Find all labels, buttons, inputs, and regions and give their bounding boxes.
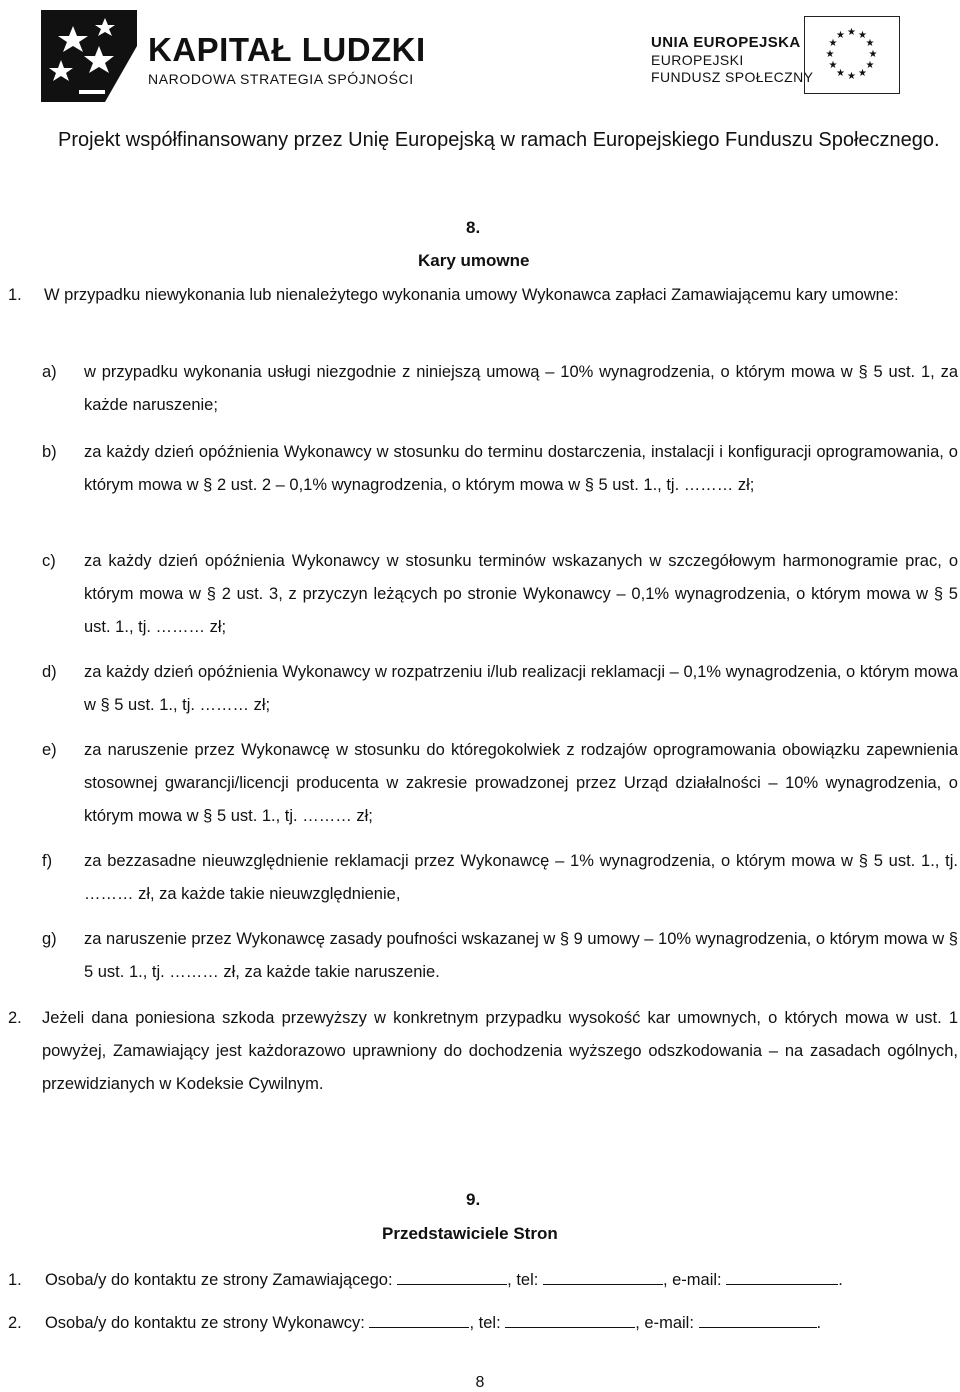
item-g-label: g) <box>42 930 57 948</box>
section8-p1-text: W przypadku niewykonania lub nienależytego wykonania umowy Wykonawca zapłaci Zamawiającemu kary umowne: <box>44 286 899 304</box>
svg-text:★: ★ <box>868 49 878 60</box>
contact-row2-tel-label: , tel: <box>469 1314 501 1332</box>
contact-row1-name-field[interactable] <box>397 1283 507 1285</box>
item-c-label: c) <box>42 552 56 570</box>
item-d-text: za każdy dzień opóźnienia Wykonawcy w rozpatrzeniu i/lub realizacji reklamacji – 0,1% wynagrodzenia, o którym mowa w § 5 ust. 1., tj. ……… zł; <box>84 663 958 714</box>
item-a-text: w przypadku wykonania usługi niezgodnie z niniejszą umową – 10% wynagrodzenia, o którym mowa w § 5 ust. 1, za każde naruszenie; <box>84 363 958 414</box>
item-f-text: za bezzasadne nieuwzględnienie reklamacji przez Wykonawcę – 1% wynagrodzenia, o którym mowa w § 5 ust. 1., tj. ……… zł, za każde takie nieuwzględnienie, <box>84 852 958 903</box>
contact-row2-name-field[interactable] <box>369 1326 469 1328</box>
kapital-ludzki-logo-text <box>148 33 426 87</box>
contact-row2-label: 2. <box>8 1314 22 1332</box>
section8-p2-text: Jeżeli dana poniesiona szkoda przewyższy w konkretnym przypadku wysokość kar umownych, o których mowa w ust. 1 powyżej, Zamawiający jest każdorazowo uprawniony do dochodzenia wyższego odszkodowania – na zasadach ogólnych, przewidzianych w Kodeksie Cywilnym. <box>42 1009 958 1093</box>
svg-text:★: ★ <box>847 27 856 38</box>
section9-title: Przedstawiciele Stron <box>382 1224 558 1243</box>
contact-row1-email-label: , e-mail: <box>662 1271 722 1289</box>
item-c-text: za każdy dzień opóźnienia Wykonawcy w stosunku terminów wskazanych w szczegółowym harmonogramie prac, o którym mowa w § 2 ust. 3, z przyczyn leżących po stronie Wykonawcy – 0,1% wynagrodzenia, o którym mowa w § 5 ust. 1., tj. ……… zł; <box>84 552 958 636</box>
eu-fund-text <box>651 34 813 86</box>
section8-title: Kary umowne <box>418 251 530 270</box>
contact-row1-email-field[interactable] <box>726 1283 838 1285</box>
item-d-label: d) <box>42 663 57 681</box>
contact-row2-tel-field[interactable] <box>505 1326 635 1328</box>
eu-stars-icon <box>805 17 898 92</box>
contact-row-wykonawca <box>8 1307 821 1340</box>
ue-line2: EUROPEJSKI <box>651 52 744 68</box>
ue-line1: UNIA EUROPEJSKA <box>651 34 801 51</box>
item-b-label: b) <box>42 443 57 461</box>
svg-text:★: ★ <box>836 68 845 79</box>
kl-title: KAPITAŁ LUDZKI <box>148 31 426 68</box>
item-e-label: e) <box>42 741 57 759</box>
section8-number: 8. <box>466 218 481 237</box>
contact-row2-email-label: , e-mail: <box>635 1314 694 1332</box>
contact-row1-prefix: Osoba/y do kontaktu ze strony Zamawiającego: <box>44 1271 393 1289</box>
svg-text:★: ★ <box>847 71 856 82</box>
section8-p1-label: 1. <box>8 286 22 304</box>
contact-row2-email-field[interactable] <box>699 1326 817 1328</box>
contact-row1-end: . <box>838 1271 843 1289</box>
svg-text:★: ★ <box>828 60 838 71</box>
svg-text:★: ★ <box>825 49 835 60</box>
svg-text:★: ★ <box>865 60 875 71</box>
svg-text:★: ★ <box>836 30 845 41</box>
contact-row-zamawiajacy <box>8 1264 843 1297</box>
item-g-text: za naruszenie przez Wykonawcę zasady poufności wskazanej w § 9 umowy – 10% wynagrodzenia, o którym mowa w § 5 ust. 1., tj. ……… zł, za każde takie naruszenie. <box>84 930 958 981</box>
item-e-text: za naruszenie przez Wykonawcę w stosunku do któregokolwiek z rodzajów oprogramowania obowiązku zapewnienia stosownej gwarancji/licencji producenta w zakresie prowadzonej przez Urząd działalności – 10% wynagrodzenia, o którym mowa w § 5 ust. 1., tj. ……… zł; <box>84 741 958 825</box>
page-number: 8 <box>475 1374 485 1391</box>
section9-number: 9. <box>466 1190 481 1209</box>
contact-row1-tel-field[interactable] <box>543 1283 663 1285</box>
contact-row1-label: 1. <box>8 1271 22 1289</box>
contact-row2-end: . <box>816 1314 822 1332</box>
svg-text:★: ★ <box>858 68 867 79</box>
kapital-ludzki-logo-icon <box>33 6 143 106</box>
section8-p2-label: 2. <box>8 1009 22 1027</box>
project-tagline: Projekt współfinansowany przez Unię Europejską w ramach Europejskiego Funduszu Społecznego. <box>58 129 940 151</box>
item-f-label: f) <box>42 852 53 870</box>
item-b-text: za każdy dzień opóźnienia Wykonawcy w stosunku do terminu dostarczenia, instalacji i konfiguracji oprogramowania, o którym mowa w § 2 ust. 2 – 0,1% wynagrodzenia, o którym mowa w § 5 ust. 1., tj. ……… zł; <box>84 443 958 494</box>
ue-line3: FUNDUSZ SPOŁECZNY <box>651 69 814 85</box>
svg-text:★: ★ <box>858 30 867 41</box>
svg-text:★: ★ <box>828 38 838 49</box>
item-a-label: a) <box>42 363 57 381</box>
contact-row1-tel-label: , tel: <box>507 1271 539 1289</box>
svg-text:★: ★ <box>865 38 875 49</box>
contact-row2-prefix: Osoba/y do kontaktu ze strony Wykonawcy: <box>44 1314 365 1332</box>
kl-subtitle: NARODOWA STRATEGIA SPÓJNOŚCI <box>148 71 414 87</box>
eu-flag-icon <box>804 16 900 94</box>
